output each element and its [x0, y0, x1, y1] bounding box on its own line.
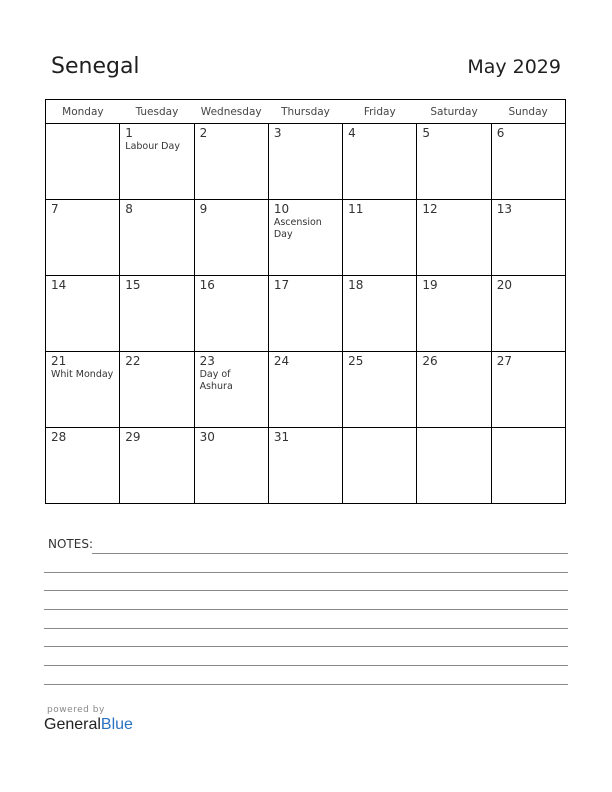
day-cell [417, 276, 491, 352]
day-number: 25 [348, 354, 364, 368]
week-row [46, 428, 566, 504]
note-line [44, 572, 568, 573]
day-number: 29 [125, 430, 141, 444]
day-cell [491, 352, 565, 428]
day-number: 16 [199, 278, 215, 292]
day-number: 23 [199, 354, 215, 368]
week-row [46, 276, 566, 352]
week-row [46, 124, 566, 200]
weekday-header-row [46, 100, 566, 124]
day-number: 6 [496, 126, 505, 140]
day-cell [120, 428, 194, 504]
weekday-header: Sunday [491, 100, 565, 124]
day-cell [46, 428, 120, 504]
day-number: 3 [273, 126, 282, 140]
day-cell [417, 428, 491, 504]
day-cell [120, 276, 194, 352]
holiday-label: Day of Ashura [199, 369, 233, 392]
week-row [46, 200, 566, 276]
day-cell [417, 352, 491, 428]
day-cell [268, 428, 342, 504]
day-number: 11 [348, 202, 364, 216]
powered-by-text: powered by [47, 705, 105, 715]
day-cell [343, 352, 417, 428]
notes-label: NOTES: [48, 537, 93, 551]
weekday-header: Wednesday [194, 100, 268, 124]
day-number: 12 [422, 202, 438, 216]
day-cell [194, 200, 268, 276]
note-line [44, 590, 568, 591]
calendar-grid [45, 99, 566, 504]
day-number: 7 [51, 202, 59, 216]
holiday-label: Whit Monday [51, 369, 114, 380]
country-title: Senegal [51, 54, 140, 79]
day-cell [491, 276, 565, 352]
day-number: 8 [125, 202, 133, 216]
weekday-header: Monday [46, 100, 120, 124]
day-number: 21 [51, 354, 67, 368]
day-cell [194, 352, 268, 428]
day-cell [417, 124, 491, 200]
month-year-title: May 2029 [467, 56, 561, 78]
day-number: 24 [273, 354, 290, 368]
day-number: 18 [348, 278, 364, 292]
day-number: 20 [496, 278, 512, 292]
day-cell [417, 200, 491, 276]
holiday-label: Ascension Day [273, 217, 322, 240]
brand-blue-text: Blue [100, 716, 133, 733]
note-line [44, 684, 568, 685]
day-number: 5 [422, 126, 431, 140]
holiday-label: Labour Day [125, 141, 180, 152]
day-number: 10 [273, 202, 290, 216]
brand-logo [44, 716, 133, 734]
day-cell [491, 124, 565, 200]
day-number: 2 [199, 126, 208, 140]
day-number: 28 [51, 430, 67, 444]
day-cell [46, 200, 120, 276]
day-cell [120, 352, 194, 428]
day-cell [343, 200, 417, 276]
weekday-header: Saturday [417, 100, 491, 124]
day-number: 14 [51, 278, 67, 292]
day-cell [343, 124, 417, 200]
day-cell [194, 428, 268, 504]
day-cell [343, 276, 417, 352]
day-cell [268, 352, 342, 428]
day-number: 17 [273, 278, 290, 292]
note-line [92, 553, 568, 554]
day-cell [46, 276, 120, 352]
day-cell [46, 352, 120, 428]
weekday-header: Tuesday [120, 100, 194, 124]
day-number: 26 [422, 354, 438, 368]
weekday-header: Friday [343, 100, 417, 124]
day-cell [268, 276, 342, 352]
day-number: 22 [125, 354, 141, 368]
note-line [44, 665, 568, 666]
day-number: 9 [199, 202, 208, 216]
day-number: 4 [348, 126, 356, 140]
note-line [44, 646, 568, 647]
day-cell [120, 200, 194, 276]
day-number: 1 [125, 126, 133, 140]
day-cell [491, 428, 565, 504]
day-cell [120, 124, 194, 200]
day-number: 30 [199, 430, 215, 444]
day-cell [46, 124, 120, 200]
day-cell [194, 124, 268, 200]
day-number: 31 [273, 430, 290, 444]
day-cell [268, 200, 342, 276]
day-cell [268, 124, 342, 200]
day-number: 19 [422, 278, 438, 292]
week-row [46, 352, 566, 428]
weekday-header: Thursday [268, 100, 342, 124]
day-number: 27 [496, 354, 512, 368]
day-number: 15 [125, 278, 141, 292]
day-cell [343, 428, 417, 504]
brand-general-text: General [44, 716, 101, 733]
note-line [44, 609, 568, 610]
day-number: 13 [496, 202, 512, 216]
note-line [44, 628, 568, 629]
day-cell [491, 200, 565, 276]
day-cell [194, 276, 268, 352]
